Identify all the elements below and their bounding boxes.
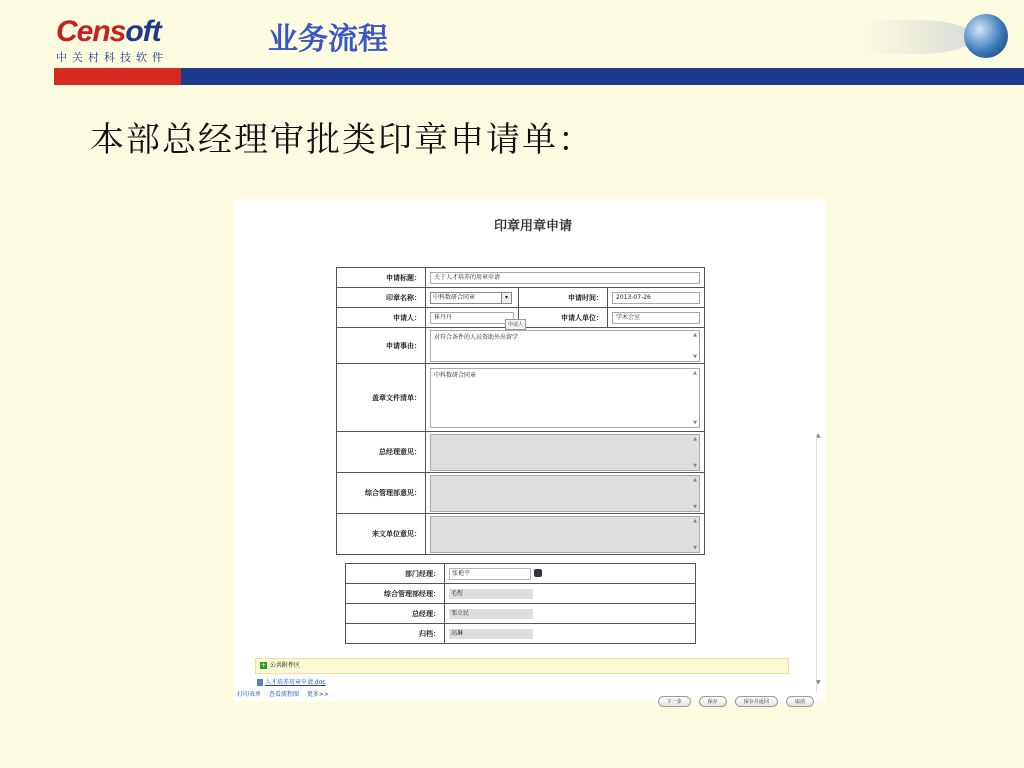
save-return-button[interactable]: 保存并返回 <box>735 696 778 707</box>
scroll-down-icon[interactable]: ▼ <box>693 462 697 469</box>
logo-wordmark <box>56 16 186 48</box>
action-buttons <box>655 688 814 707</box>
table-row <box>346 584 696 604</box>
origin-opinion-textarea[interactable] <box>430 516 700 553</box>
header-blue-bar <box>181 68 1024 85</box>
reason-label: 申请事由： <box>337 328 426 364</box>
applicant-input[interactable]: 崔丹丹 <box>430 312 514 324</box>
header-red-bar <box>54 68 181 85</box>
save-button[interactable]: 保存 <box>699 696 727 707</box>
apply-time-label: 申请时间： <box>519 288 608 308</box>
censoft-logo <box>56 16 186 65</box>
signoff-value: 毛煜 <box>449 589 533 599</box>
table-row <box>346 564 696 584</box>
logo-subtitle: 中关村科技软件 <box>56 51 168 64</box>
scroll-up-icon[interactable]: ▲ <box>816 432 821 439</box>
attachment-header-label: 公共附件区 <box>270 662 301 669</box>
cancel-button[interactable]: 取消 <box>786 696 814 707</box>
signoff-label: 总经理： <box>346 604 445 624</box>
admin-opinion-textarea[interactable] <box>430 475 700 512</box>
slide-subtitle: 本部总经理审批类印章申请单： <box>90 120 594 160</box>
origin-opinion-label: 来文单位意见： <box>337 514 426 555</box>
form-screenshot <box>233 199 826 705</box>
scroll-down-icon[interactable]: ▼ <box>693 419 697 426</box>
attachment-header <box>255 658 789 674</box>
reason-text: 对符合条件的人员资助外出留学 <box>434 333 519 341</box>
application-table <box>336 267 705 555</box>
apply-title-input[interactable]: 关于人才培养的用章申请 <box>430 272 700 284</box>
globe-swoosh-decoration <box>864 20 974 54</box>
logo-red-text: Cens <box>56 15 126 48</box>
document-icon <box>257 679 263 686</box>
applicant-unit-input[interactable]: 学术会室 <box>612 312 700 324</box>
attachment-file-link[interactable]: 人才培养用章申请.doc <box>265 679 326 686</box>
attachment-item[interactable] <box>257 677 326 686</box>
applicant-label: 申请人： <box>337 308 426 328</box>
scroll-up-icon[interactable]: ▲ <box>693 331 697 338</box>
scroll-up-icon[interactable]: ▲ <box>693 435 697 442</box>
scroll-down-icon[interactable]: ▼ <box>693 353 697 360</box>
apply-time-input[interactable]: 2013-07-26 <box>612 292 700 304</box>
more-link[interactable]: 更多>> <box>306 691 329 698</box>
signoff-label: 部门经理： <box>346 564 445 584</box>
page-scrollbar[interactable] <box>816 434 823 692</box>
chevron-down-icon[interactable]: ▾ <box>501 293 511 303</box>
scroll-down-icon[interactable]: ▼ <box>693 503 697 510</box>
next-button[interactable]: 下一步 <box>658 696 691 707</box>
doc-list-label: 盖章文件清单： <box>337 364 426 432</box>
applicant-unit-label: 申请人单位： <box>519 308 608 328</box>
admin-opinion-label: 综合管理部意见： <box>337 473 426 514</box>
plus-icon[interactable]: + <box>260 662 267 669</box>
signoff-value[interactable]: 张艳平 <box>449 568 531 580</box>
signoff-label: 归档： <box>346 624 445 644</box>
table-row <box>346 604 696 624</box>
scroll-up-icon[interactable]: ▲ <box>693 476 697 483</box>
scroll-down-icon[interactable]: ▼ <box>816 679 821 686</box>
seal-name-value: 中科数研合同章 <box>433 293 476 301</box>
signoff-value: 邹立民 <box>449 609 533 619</box>
scroll-down-icon[interactable]: ▼ <box>693 544 697 551</box>
slide-title: 业务流程 <box>268 22 388 57</box>
gm-opinion-textarea[interactable] <box>430 434 700 471</box>
logo-blue-text: oft <box>125 15 161 48</box>
doc-list-textarea[interactable] <box>430 368 700 428</box>
form-title: 印章用章申请 <box>493 219 572 234</box>
view-flow-link[interactable]: 查看流程图 <box>268 691 299 698</box>
bottom-links <box>237 689 335 698</box>
seal-name-select[interactable] <box>430 292 512 304</box>
reason-textarea[interactable] <box>430 330 700 362</box>
globe-icon <box>964 14 1008 58</box>
doc-list-text: 中科数研合同章 <box>434 371 477 379</box>
signoff-table <box>345 563 696 644</box>
apply-title-label: 申请标题： <box>337 268 426 288</box>
seal-name-label: 印章名称： <box>337 288 426 308</box>
table-row <box>346 624 696 644</box>
user-picker-icon[interactable] <box>534 569 542 577</box>
applicant-tooltip: 申请人 <box>505 319 526 330</box>
signoff-label: 综合管理部经理： <box>346 584 445 604</box>
signoff-value: 高琳 <box>449 629 533 639</box>
scroll-up-icon[interactable]: ▲ <box>693 369 697 376</box>
print-form-link[interactable]: 打印表单 <box>237 691 262 698</box>
gm-opinion-label: 总经理意见： <box>337 432 426 473</box>
scroll-up-icon[interactable]: ▲ <box>693 517 697 524</box>
